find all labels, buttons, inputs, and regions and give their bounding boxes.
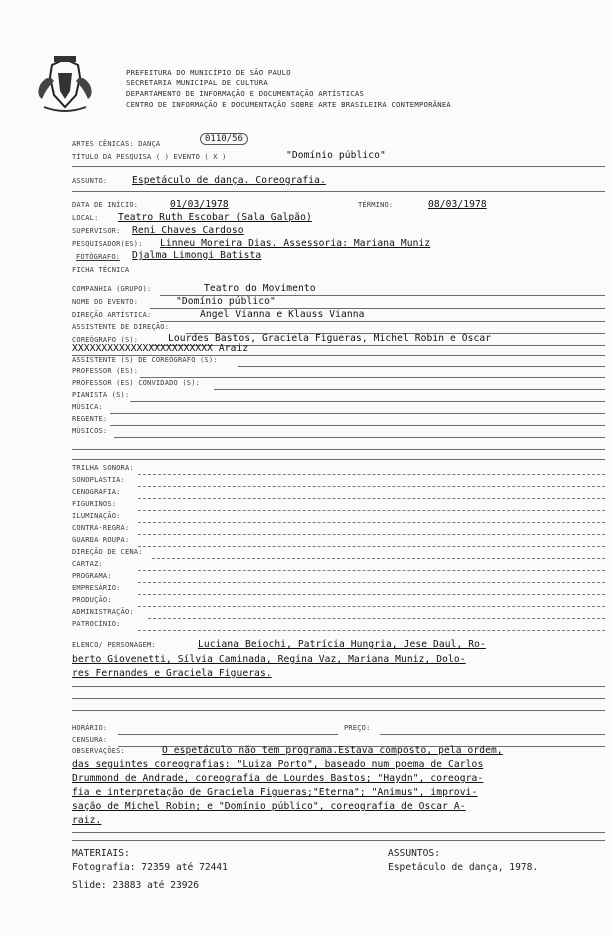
- elenco-line-3: res Fernandes e Graciela Figueras.: [72, 668, 272, 679]
- coreografo-value: Lourdes Bastos, Graciela Figueras, Michel Robin e Oscar: [168, 333, 492, 344]
- ficha-label: FICHA TÉCNICA: [72, 266, 130, 274]
- coreografo-cont: XXXXXXXXXXXXXXXXXXXXXXXX Araiz: [72, 343, 249, 354]
- regente-label: REGENTE:: [72, 415, 108, 423]
- fotografia-range: Fotografia: 72359 até 72441: [72, 862, 228, 873]
- code-stamp: 0110/56: [200, 133, 248, 145]
- titulo-value: "Domínio público": [286, 150, 386, 161]
- companhia-label: COMPANHIA (GRUPO):: [72, 285, 152, 293]
- assistente-direcao-label: ASSISTENTE DE DIREÇÃO:: [72, 323, 170, 331]
- tech-contra-regra-label: CONTRA-REGRA:: [72, 524, 130, 532]
- supervisor-label: SUPERVISOR:: [72, 227, 121, 235]
- horario-label: HORÁRIO:: [72, 724, 108, 732]
- header-line-2: SECRETARIA MUNICIPAL DE CULTURA: [126, 78, 268, 87]
- companhia-value: Teatro do Movimento: [204, 283, 316, 294]
- elenco-line-2: berto Giovenetti, Sílvia Caminada, Regina Vaz, Mariana Muniz, Dolo-: [72, 654, 466, 665]
- tech-sonoplastia-label: SONOPLASTIA:: [72, 476, 125, 484]
- assistente-coreografo-label: ASSISTENTE (S) DE COREÓGRAFO (S):: [72, 356, 218, 364]
- assunto-label: ASSUNTO:: [72, 177, 108, 185]
- assuntos-label: ASSUNTOS:: [388, 848, 440, 859]
- artes-label: ARTES CÊNICAS: DANÇA: [72, 140, 161, 148]
- observacoes-label: OBSERVAÇÕES:: [72, 747, 125, 755]
- header-line-1: PREFEITURA DO MUNICÍPIO DE SÃO PAULO: [126, 68, 291, 77]
- tech-administracao-label: ADMINISTRAÇÃO:: [72, 608, 134, 616]
- inicio-label: DATA DE INÍCIO:: [72, 201, 139, 209]
- professor-label: PROFESSOR (ES):: [72, 367, 139, 375]
- tech-producao-label: PRODUÇÃO:: [72, 596, 112, 604]
- tech-cenografia-label: CENOGRAFIA:: [72, 488, 121, 496]
- musicos-label: MÚSICOS:: [72, 427, 108, 435]
- elenco-line-1: Luciana Beiochi, Patrícia Hungria, Jese Daul, Ro-: [198, 639, 486, 650]
- supervisor-value: Reni Chaves Cardoso: [132, 225, 244, 236]
- obs-line-6: raiz.: [72, 815, 102, 826]
- header-line-4: CENTRO DE INFORMAÇÃO E DOCUMENTAÇÃO SOBRE ARTE BRASILEIRA CONTEMPORÂNEA: [126, 100, 451, 109]
- local-label: LOCAL:: [72, 214, 99, 222]
- tech-direcao-cena-label: DIREÇÃO DE CENA:: [72, 548, 143, 556]
- titulo-label: TÍTULO DA PESQUISA ( ) EVENTO ( X ): [72, 153, 227, 161]
- assunto-value: Espetáculo de dança. Coreografia.: [132, 175, 326, 186]
- fotografo-label: FOTÓGRAFO:: [76, 253, 121, 261]
- professor-convidado-label: PROFESSOR (ES) CONVIDADO (S):: [72, 379, 201, 387]
- tech-trilha-label: TRILHA SONORA:: [72, 464, 134, 472]
- termino-value: 08/03/1978: [428, 199, 487, 210]
- materiais-label: MATERIAIS:: [72, 848, 130, 859]
- pianista-label: PIANISTA (S):: [72, 391, 130, 399]
- censura-label: CENSURA:: [72, 736, 108, 744]
- musica-label: MÚSICA:: [72, 403, 103, 411]
- elenco-label: ELENCO/ PERSONAGEM:: [72, 641, 156, 649]
- inicio-value: 01/03/1978: [170, 199, 229, 210]
- termino-label: TÉRMINO:: [358, 201, 394, 209]
- tech-guarda-roupa-label: GUARDA ROUPA:: [72, 536, 130, 544]
- tech-figurinos-label: FIGURINOS:: [72, 500, 117, 508]
- crest-logo: [30, 55, 100, 115]
- fotografo-value: Djalma Limongi Batista: [132, 250, 262, 261]
- assuntos-value: Espetáculo de dança, 1978.: [388, 862, 539, 873]
- tech-cartaz-label: CARTAZ:: [72, 560, 103, 568]
- local-value: Teatro Ruth Escobar (Sala Galpão): [118, 212, 312, 223]
- nome-evento-label: NOME DO EVENTO:: [72, 298, 139, 306]
- direcao-label: DIREÇÃO ARTÍSTICA:: [72, 311, 152, 319]
- direcao-value: Angel Vianna e Klauss Vianna: [200, 309, 365, 320]
- obs-line-5: sação de Michel Robin; e "Domínio público", coreografia de Oscar A-: [72, 801, 466, 812]
- pesquisador-value: Linneu Moreira Dias. Assessoria: Mariana Muniz: [160, 238, 431, 249]
- slide-range: Slide: 23883 até 23926: [72, 880, 200, 891]
- obs-line-1: O espetáculo não tem programa.Estava composto, pela ordem,: [162, 745, 503, 756]
- tech-iluminacao-label: ILUMINAÇÃO:: [72, 512, 121, 520]
- pesquisador-label: PESQUISADOR(ES):: [72, 240, 143, 248]
- preco-label: PREÇO:: [344, 724, 371, 732]
- tech-empresario-label: EMPRESÁRIO:: [72, 584, 121, 592]
- obs-line-4: fia e interpretação de Graciela Figueras;"Eterna"; "Animus", improvi-: [72, 787, 478, 798]
- header-line-3: DEPARTAMENTO DE INFORMAÇÃO E DOCUMENTAÇÃO ARTÍSTICAS: [126, 89, 365, 98]
- obs-line-2: das seguintes coreografias: "Luiza Porto", baseado num poema de Carlos: [72, 759, 484, 770]
- tech-programa-label: PROGRAMA:: [72, 572, 112, 580]
- obs-line-3: Drummond de Andrade, coreografia de Lourdes Bastos; "Haydn", coreogra-: [72, 773, 484, 784]
- nome-evento-value: "Domínio público": [176, 296, 276, 307]
- tech-patrocinio-label: PATROCÍNIO:: [72, 620, 121, 628]
- coreografo-label: COREÓGRAFO (S):: [72, 336, 139, 344]
